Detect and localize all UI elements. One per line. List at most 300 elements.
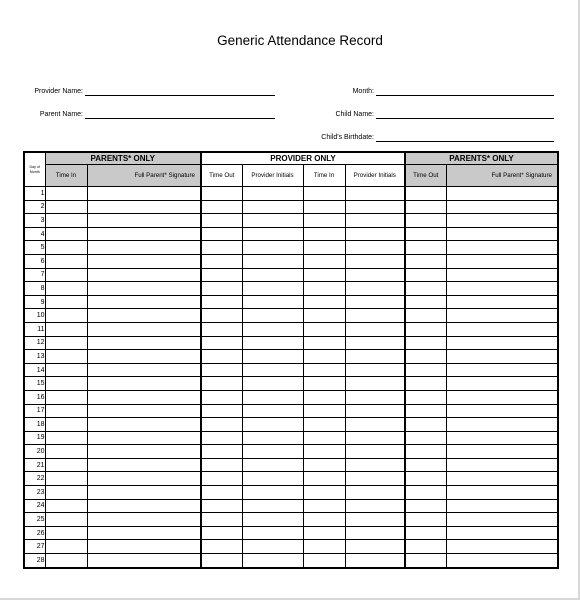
parent-signature-cell[interactable] [446, 445, 558, 459]
parent-signature-cell[interactable] [446, 241, 558, 255]
time-in-cell[interactable] [303, 499, 345, 513]
provider-initials-cell[interactable] [242, 377, 303, 391]
table-row [24, 200, 558, 214]
parent-signature-cell[interactable] [446, 486, 558, 500]
day-number: 20 [24, 445, 45, 459]
provider-initials-cell[interactable] [345, 472, 405, 486]
time-in-cell[interactable] [303, 241, 345, 255]
provider-initials-cell[interactable] [242, 309, 303, 323]
time-out-cell[interactable] [201, 214, 242, 228]
provider-initials-cell[interactable] [345, 377, 405, 391]
time-out-cell[interactable] [405, 472, 446, 486]
time-in-cell[interactable] [303, 526, 345, 540]
provider-initials-cell[interactable] [242, 404, 303, 418]
provider-name-label: Provider Name: [34, 88, 83, 95]
time-in-cell[interactable] [303, 540, 345, 554]
time-out-cell[interactable] [201, 322, 242, 336]
provider-initials-cell[interactable] [242, 254, 303, 268]
table-row [24, 377, 558, 391]
time-out-cell[interactable] [201, 295, 242, 309]
time-in-cell[interactable] [303, 404, 345, 418]
time-out-cell[interactable] [201, 363, 242, 377]
parent-signature-cell[interactable] [87, 404, 201, 418]
col-time-in-2: Time In [303, 165, 345, 187]
time-out-cell[interactable] [201, 254, 242, 268]
parent-signature-cell[interactable] [446, 363, 558, 377]
time-in-cell[interactable] [303, 295, 345, 309]
time-in-cell[interactable] [45, 404, 87, 418]
time-out-cell[interactable] [405, 187, 446, 201]
parent-signature-cell[interactable] [446, 336, 558, 350]
time-out-cell[interactable] [405, 241, 446, 255]
provider-initials-cell[interactable] [242, 458, 303, 472]
time-out-cell[interactable] [405, 336, 446, 350]
day-number: 28 [24, 554, 45, 568]
provider-initials-cell[interactable] [345, 526, 405, 540]
provider-initials-cell[interactable] [345, 363, 405, 377]
day-number: 17 [24, 404, 45, 418]
parent-signature-cell[interactable] [446, 499, 558, 513]
time-in-cell[interactable] [303, 227, 345, 241]
day-number: 8 [24, 282, 45, 296]
time-out-cell[interactable] [201, 200, 242, 214]
time-out-cell[interactable] [405, 526, 446, 540]
table-row [24, 499, 558, 513]
provider-initials-cell[interactable] [242, 499, 303, 513]
day-number: 24 [24, 499, 45, 513]
provider-initials-cell[interactable] [345, 187, 405, 201]
provider-initials-cell[interactable] [242, 336, 303, 350]
provider-initials-cell[interactable] [242, 486, 303, 500]
provider-initials-cell[interactable] [345, 268, 405, 282]
parent-signature-cell[interactable] [87, 431, 201, 445]
parent-signature-cell[interactable] [87, 309, 201, 323]
time-in-cell[interactable] [45, 377, 87, 391]
time-out-cell[interactable] [201, 282, 242, 296]
time-in-cell[interactable] [45, 254, 87, 268]
col-time-in-1: Time In [45, 165, 87, 187]
parent-name-line [85, 118, 275, 119]
provider-initials-cell[interactable] [345, 214, 405, 228]
child-name-label: Child Name: [335, 111, 374, 118]
time-out-cell[interactable] [201, 309, 242, 323]
parent-signature-cell[interactable] [446, 472, 558, 486]
time-in-cell[interactable] [45, 554, 87, 568]
time-in-cell[interactable] [45, 445, 87, 459]
provider-initials-cell[interactable] [242, 187, 303, 201]
provider-initials-cell[interactable] [345, 554, 405, 568]
provider-initials-cell[interactable] [345, 309, 405, 323]
time-in-cell[interactable] [45, 282, 87, 296]
table-row [24, 526, 558, 540]
time-out-cell[interactable] [201, 499, 242, 513]
table-row [24, 404, 558, 418]
parent-signature-cell[interactable] [87, 200, 201, 214]
time-out-cell[interactable] [201, 431, 242, 445]
group-parents-only-2: PARENTS* ONLY [405, 152, 558, 165]
table-row [24, 295, 558, 309]
parent-signature-cell[interactable] [446, 390, 558, 404]
parent-signature-cell[interactable] [87, 486, 201, 500]
parent-signature-cell[interactable] [87, 241, 201, 255]
time-in-cell[interactable] [303, 513, 345, 527]
time-in-cell[interactable] [303, 254, 345, 268]
provider-initials-cell[interactable] [242, 214, 303, 228]
parent-signature-cell[interactable] [87, 499, 201, 513]
provider-initials-cell[interactable] [242, 227, 303, 241]
day-number: 1 [24, 187, 45, 201]
time-out-cell[interactable] [201, 187, 242, 201]
time-out-cell[interactable] [405, 486, 446, 500]
table-row [24, 227, 558, 241]
provider-initials-cell[interactable] [242, 526, 303, 540]
time-in-cell[interactable] [45, 241, 87, 255]
provider-initials-cell[interactable] [345, 431, 405, 445]
table-row [24, 350, 558, 364]
parent-signature-cell[interactable] [87, 458, 201, 472]
parent-signature-cell[interactable] [87, 418, 201, 432]
day-number: 3 [24, 214, 45, 228]
day-number: 10 [24, 309, 45, 323]
table-row [24, 214, 558, 228]
parent-signature-cell[interactable] [87, 254, 201, 268]
parent-signature-cell[interactable] [87, 295, 201, 309]
table-row [24, 418, 558, 432]
provider-initials-cell[interactable] [345, 295, 405, 309]
parent-signature-cell[interactable] [87, 336, 201, 350]
time-out-cell[interactable] [201, 336, 242, 350]
time-out-cell[interactable] [405, 268, 446, 282]
time-out-cell[interactable] [201, 540, 242, 554]
provider-initials-cell[interactable] [242, 295, 303, 309]
provider-initials-cell[interactable] [242, 363, 303, 377]
parent-signature-cell[interactable] [446, 418, 558, 432]
col-full-parent-signature-1: Full Parent* Signature [87, 165, 201, 187]
provider-initials-cell[interactable] [242, 445, 303, 459]
time-in-cell[interactable] [303, 431, 345, 445]
child-name-line [376, 118, 554, 119]
table-row [24, 513, 558, 527]
parent-signature-cell[interactable] [446, 282, 558, 296]
day-number: 11 [24, 322, 45, 336]
day-of-month-header: Day of Month [24, 152, 45, 187]
day-number: 5 [24, 241, 45, 255]
time-in-cell[interactable] [45, 350, 87, 364]
table-row [24, 390, 558, 404]
parent-signature-cell[interactable] [446, 526, 558, 540]
parent-signature-cell[interactable] [446, 309, 558, 323]
provider-initials-cell[interactable] [242, 390, 303, 404]
time-in-cell[interactable] [303, 187, 345, 201]
parent-signature-cell[interactable] [87, 268, 201, 282]
time-out-cell[interactable] [405, 322, 446, 336]
child-birthdate-field[interactable] [321, 128, 554, 142]
table-row [24, 254, 558, 268]
day-number: 4 [24, 227, 45, 241]
day-number: 27 [24, 540, 45, 554]
parent-signature-cell[interactable] [87, 377, 201, 391]
table-row [24, 282, 558, 296]
time-in-cell[interactable] [45, 458, 87, 472]
provider-initials-cell[interactable] [345, 445, 405, 459]
parent-signature-cell[interactable] [446, 187, 558, 201]
time-out-cell[interactable] [201, 268, 242, 282]
time-out-cell[interactable] [201, 418, 242, 432]
parent-signature-cell[interactable] [87, 187, 201, 201]
time-out-cell[interactable] [201, 377, 242, 391]
time-out-cell[interactable] [201, 526, 242, 540]
time-out-cell[interactable] [405, 554, 446, 568]
parent-signature-cell[interactable] [87, 390, 201, 404]
provider-initials-cell[interactable] [242, 554, 303, 568]
time-in-cell[interactable] [45, 418, 87, 432]
table-row [24, 431, 558, 445]
parent-signature-cell[interactable] [87, 445, 201, 459]
time-out-cell[interactable] [201, 554, 242, 568]
provider-initials-cell[interactable] [242, 268, 303, 282]
table-row [24, 322, 558, 336]
time-in-cell[interactable] [45, 540, 87, 554]
parent-signature-cell[interactable] [87, 363, 201, 377]
time-in-cell[interactable] [45, 214, 87, 228]
col-time-out-1: Time Out [201, 165, 242, 187]
provider-initials-cell[interactable] [242, 282, 303, 296]
time-out-cell[interactable] [405, 227, 446, 241]
day-number: 15 [24, 377, 45, 391]
time-in-cell[interactable] [303, 458, 345, 472]
parent-signature-cell[interactable] [446, 200, 558, 214]
time-in-cell[interactable] [45, 390, 87, 404]
table-row [24, 363, 558, 377]
time-out-cell[interactable] [405, 404, 446, 418]
parent-signature-cell[interactable] [87, 227, 201, 241]
parent-signature-cell[interactable] [446, 554, 558, 568]
parent-name-label: Parent Name: [39, 111, 83, 118]
table-row [24, 445, 558, 459]
attendance-table [23, 151, 559, 569]
parent-name-field[interactable] [39, 105, 275, 119]
parent-signature-cell[interactable] [446, 377, 558, 391]
time-out-cell[interactable] [405, 254, 446, 268]
provider-initials-cell[interactable] [242, 540, 303, 554]
table-row [24, 336, 558, 350]
parent-signature-cell[interactable] [446, 214, 558, 228]
provider-initials-cell[interactable] [345, 254, 405, 268]
provider-initials-cell[interactable] [345, 200, 405, 214]
time-out-cell[interactable] [405, 418, 446, 432]
time-out-cell[interactable] [201, 458, 242, 472]
time-in-cell[interactable] [303, 350, 345, 364]
parent-signature-cell[interactable] [87, 282, 201, 296]
time-out-cell[interactable] [201, 241, 242, 255]
time-in-cell[interactable] [45, 336, 87, 350]
time-out-cell[interactable] [405, 458, 446, 472]
time-out-cell[interactable] [201, 472, 242, 486]
time-in-cell[interactable] [45, 431, 87, 445]
day-number: 21 [24, 458, 45, 472]
time-out-cell[interactable] [405, 377, 446, 391]
day-number: 9 [24, 295, 45, 309]
time-out-cell[interactable] [405, 390, 446, 404]
provider-initials-cell[interactable] [242, 200, 303, 214]
time-in-cell[interactable] [45, 227, 87, 241]
provider-initials-cell[interactable] [345, 227, 405, 241]
parent-signature-cell[interactable] [87, 554, 201, 568]
parent-signature-cell[interactable] [87, 526, 201, 540]
time-out-cell[interactable] [201, 227, 242, 241]
time-out-cell[interactable] [405, 200, 446, 214]
time-in-cell[interactable] [45, 295, 87, 309]
time-in-cell[interactable] [303, 282, 345, 296]
time-out-cell[interactable] [405, 431, 446, 445]
parent-signature-cell[interactable] [87, 322, 201, 336]
col-time-out-2: Time Out [405, 165, 446, 187]
parent-signature-cell[interactable] [446, 431, 558, 445]
parent-signature-cell[interactable] [446, 404, 558, 418]
provider-initials-cell[interactable] [345, 418, 405, 432]
parent-signature-cell[interactable] [446, 227, 558, 241]
time-in-cell[interactable] [45, 200, 87, 214]
day-number: 13 [24, 350, 45, 364]
time-in-cell[interactable] [45, 363, 87, 377]
table-row [24, 241, 558, 255]
col-provider-initials-1: Provider Initials [242, 165, 303, 187]
provider-initials-cell[interactable] [345, 336, 405, 350]
parent-signature-cell[interactable] [87, 513, 201, 527]
time-in-cell[interactable] [45, 472, 87, 486]
col-full-parent-signature-2: Full Parent* Signature [446, 165, 558, 187]
provider-initials-cell[interactable] [242, 513, 303, 527]
time-out-cell[interactable] [405, 295, 446, 309]
time-in-cell[interactable] [303, 390, 345, 404]
time-in-cell[interactable] [303, 554, 345, 568]
parent-signature-cell[interactable] [446, 295, 558, 309]
provider-initials-cell[interactable] [242, 241, 303, 255]
day-number: 22 [24, 472, 45, 486]
time-in-cell[interactable] [303, 377, 345, 391]
child-birthdate-line [376, 141, 554, 142]
parent-signature-cell[interactable] [446, 254, 558, 268]
parent-signature-cell[interactable] [446, 458, 558, 472]
parent-signature-cell[interactable] [87, 472, 201, 486]
provider-initials-cell[interactable] [345, 241, 405, 255]
table-row [24, 554, 558, 568]
provider-initials-cell[interactable] [242, 350, 303, 364]
time-in-cell[interactable] [303, 363, 345, 377]
parent-signature-cell[interactable] [446, 322, 558, 336]
time-in-cell[interactable] [303, 214, 345, 228]
time-out-cell[interactable] [405, 445, 446, 459]
time-out-cell[interactable] [201, 404, 242, 418]
day-number: 6 [24, 254, 45, 268]
time-out-cell[interactable] [201, 390, 242, 404]
time-in-cell[interactable] [303, 309, 345, 323]
time-in-cell[interactable] [303, 445, 345, 459]
table-row [24, 486, 558, 500]
time-in-cell[interactable] [45, 526, 87, 540]
provider-initials-cell[interactable] [345, 486, 405, 500]
table-row [24, 472, 558, 486]
day-number: 25 [24, 513, 45, 527]
time-in-cell[interactable] [45, 187, 87, 201]
group-parents-only-1: PARENTS* ONLY [45, 152, 201, 165]
time-out-cell[interactable] [405, 363, 446, 377]
time-in-cell[interactable] [45, 499, 87, 513]
parent-signature-cell[interactable] [446, 268, 558, 282]
provider-name-field[interactable] [34, 82, 275, 96]
parent-signature-cell[interactable] [87, 214, 201, 228]
day-number: 26 [24, 526, 45, 540]
table-row [24, 309, 558, 323]
time-out-cell[interactable] [405, 282, 446, 296]
parent-signature-cell[interactable] [87, 350, 201, 364]
parent-signature-cell[interactable] [446, 350, 558, 364]
time-out-cell[interactable] [201, 513, 242, 527]
time-out-cell[interactable] [201, 486, 242, 500]
provider-initials-cell[interactable] [345, 540, 405, 554]
col-provider-initials-2: Provider Initials [345, 165, 405, 187]
child-birthdate-label: Child's Birthdate: [321, 134, 374, 141]
time-out-cell[interactable] [405, 513, 446, 527]
time-in-cell[interactable] [303, 268, 345, 282]
time-out-cell[interactable] [405, 214, 446, 228]
day-number: 2 [24, 200, 45, 214]
day-number: 18 [24, 418, 45, 432]
provider-initials-cell[interactable] [345, 282, 405, 296]
table-row [24, 458, 558, 472]
provider-initials-cell[interactable] [345, 350, 405, 364]
time-in-cell[interactable] [303, 200, 345, 214]
provider-initials-cell[interactable] [242, 472, 303, 486]
time-out-cell[interactable] [201, 445, 242, 459]
day-number: 16 [24, 390, 45, 404]
day-number: 19 [24, 431, 45, 445]
parent-signature-cell[interactable] [446, 540, 558, 554]
time-in-cell[interactable] [303, 486, 345, 500]
time-in-cell[interactable] [45, 322, 87, 336]
month-line [376, 95, 554, 96]
time-in-cell[interactable] [303, 336, 345, 350]
provider-initials-cell[interactable] [345, 499, 405, 513]
time-in-cell[interactable] [303, 418, 345, 432]
child-name-field[interactable] [335, 105, 554, 119]
provider-initials-cell[interactable] [345, 513, 405, 527]
time-in-cell[interactable] [45, 486, 87, 500]
time-in-cell[interactable] [303, 472, 345, 486]
time-in-cell[interactable] [45, 513, 87, 527]
provider-initials-cell[interactable] [242, 322, 303, 336]
parent-signature-cell[interactable] [87, 540, 201, 554]
day-number: 23 [24, 486, 45, 500]
month-field[interactable] [352, 82, 554, 96]
time-in-cell[interactable] [45, 268, 87, 282]
group-provider-only: PROVIDER ONLY [201, 152, 405, 165]
provider-initials-cell[interactable] [345, 322, 405, 336]
provider-initials-cell[interactable] [345, 458, 405, 472]
provider-initials-cell[interactable] [242, 418, 303, 432]
time-out-cell[interactable] [405, 499, 446, 513]
time-in-cell[interactable] [303, 322, 345, 336]
provider-initials-cell[interactable] [345, 404, 405, 418]
time-out-cell[interactable] [201, 350, 242, 364]
time-in-cell[interactable] [45, 309, 87, 323]
provider-initials-cell[interactable] [345, 390, 405, 404]
provider-initials-cell[interactable] [242, 431, 303, 445]
time-out-cell[interactable] [405, 350, 446, 364]
time-out-cell[interactable] [405, 309, 446, 323]
parent-signature-cell[interactable] [446, 513, 558, 527]
time-out-cell[interactable] [405, 540, 446, 554]
